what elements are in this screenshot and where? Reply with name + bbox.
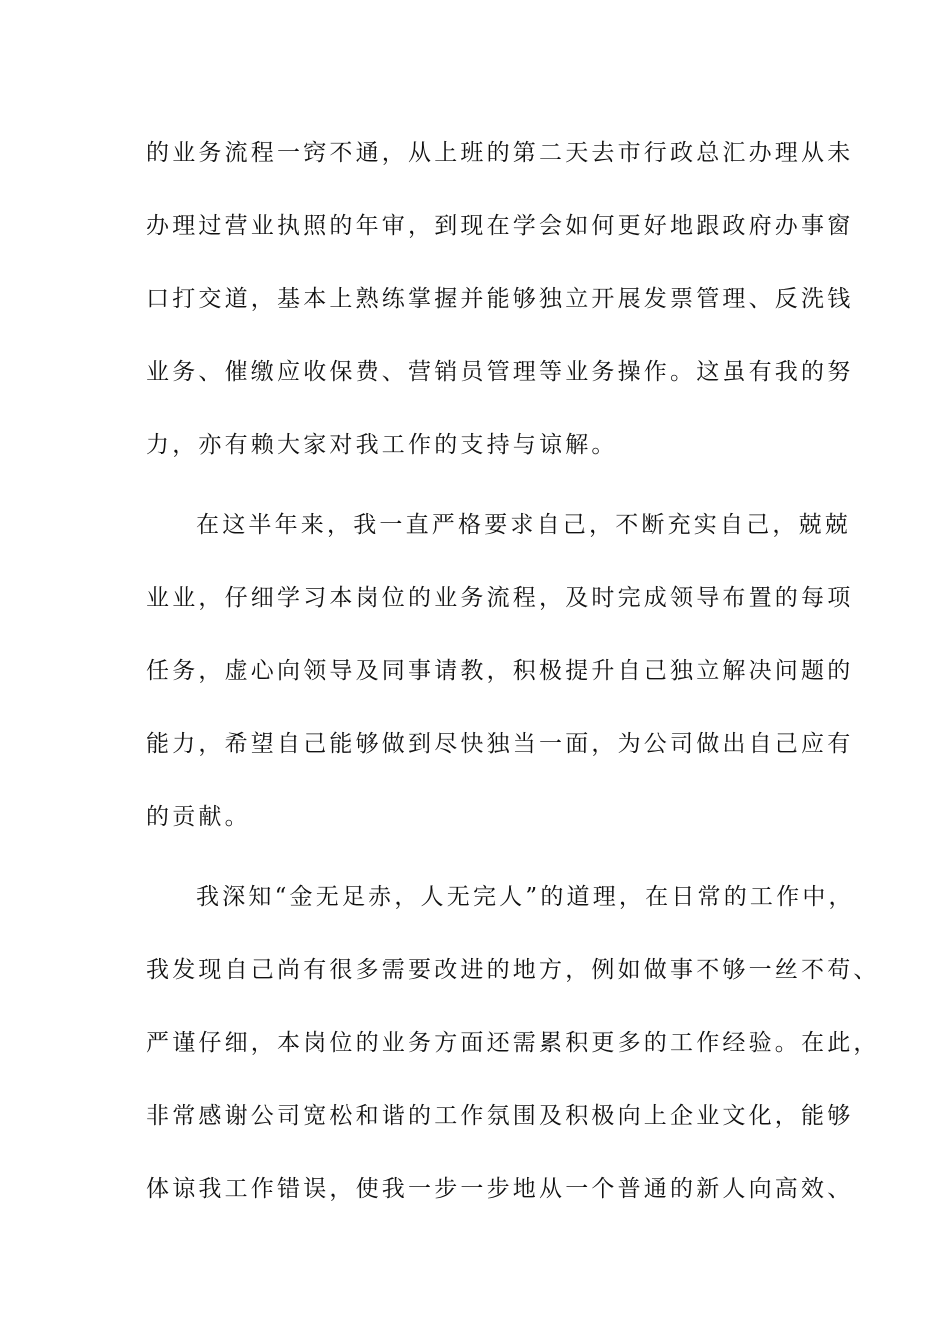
paragraph-first-line: 在这半年来，我一直严格要求自己，不断充实自己，兢兢 [196, 512, 851, 538]
body-text-line: 力，亦有赖大家对我工作的支持与谅解。 [146, 432, 618, 458]
body-text-line: 非常感谢公司宽松和谐的工作氛围及积极向上企业文化，能够 [146, 1103, 854, 1129]
body-text-line: 能力，希望自己能够做到尽快独当一面，为公司做出自己应有 [146, 731, 854, 757]
body-text-line: 的贡献。 [146, 804, 251, 830]
body-text-line: 业务、催缴应收保费、营销员管理等业务操作。这虽有我的努 [146, 359, 854, 385]
paragraph-first-line: 我深知“金无足赤，人无完人”的道理，在日常的工作中， [196, 884, 855, 910]
body-text-line: 业业，仔细学习本岗位的业务流程，及时完成领导布置的每项 [146, 585, 854, 611]
body-text-line: 体谅我工作错误，使我一步一步地从一个普通的新人向高效、 [146, 1176, 854, 1202]
body-text-line: 的业务流程一窍不通，从上班的第二天去市行政总汇办理从未 [146, 140, 854, 166]
body-text-line: 任务，虚心向领导及同事请教，积极提升自己独立解决问题的 [146, 658, 854, 684]
body-text-line: 严谨仔细，本岗位的业务方面还需累积更多的工作经验。在此， [146, 1030, 880, 1056]
body-text-line: 办理过营业执照的年审，到现在学会如何更好地跟政府办事窗 [146, 213, 854, 239]
body-text-line: 口打交道，基本上熟练掌握并能够独立开展发票管理、反洗钱 [146, 286, 854, 312]
body-text-line: 我发现自己尚有很多需要改进的地方，例如做事不够一丝不苟、 [146, 957, 880, 983]
